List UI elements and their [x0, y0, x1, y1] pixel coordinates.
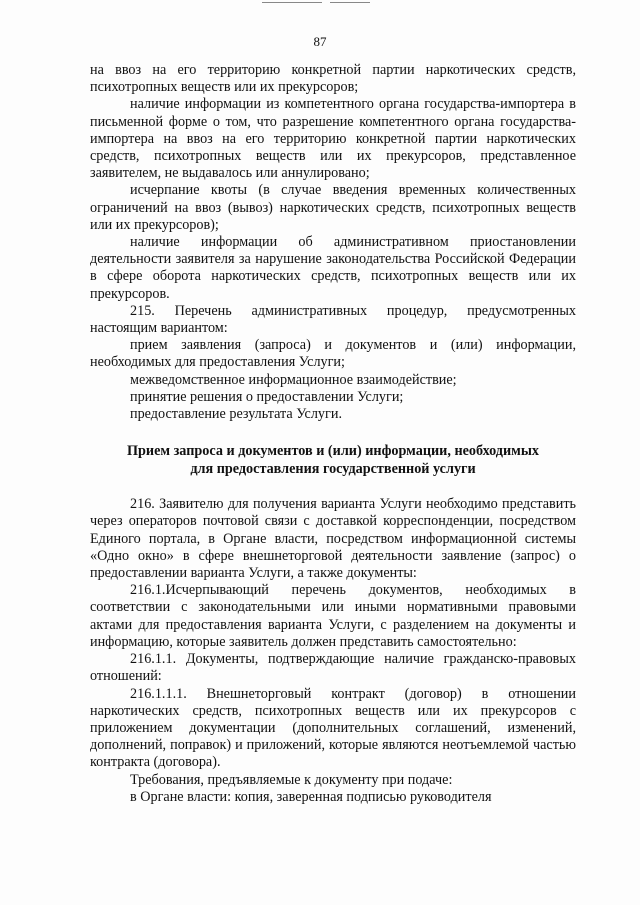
paragraph: наличие информации об административном приостановлении деятельности заявителя за нарушение законодательства Российской Федерации в сфере оборота наркотических средств, психотропных веществ или их прекурсоров. — [90, 234, 576, 302]
paragraph: прием заявления (запроса) и документов и (или) информации, необходимых для предоставления Услуги; — [90, 337, 576, 371]
scan-artifact — [262, 2, 322, 3]
paragraph: 215. Перечень административных процедур, предусмотренных настоящим вариантом: — [90, 302, 576, 337]
paragraph: Требования, предъявляемые к документу при подаче: — [130, 771, 453, 788]
section-heading-line: Прием запроса и документов и (или) информации, необходимых — [126, 443, 539, 460]
paragraph: 216.1.1. Документы, подтверждающие наличие гражданско-правовых отношений: — [90, 651, 576, 685]
document-body — [90, 62, 576, 806]
paragraph: принятие решения о предоставлении Услуги; — [130, 388, 404, 405]
paragraph: на ввоз на его территорию конкретной партии наркотических средств, психотропных веществ или их прекурсоров; — [90, 62, 576, 96]
paragraph: в Органе власти: копия, заверенная подписью руководителя — [130, 788, 492, 805]
paragraph: предоставление результата Услуги. — [130, 406, 342, 423]
paragraph: 216.1.1.1. Внешнеторговый контракт (договор) в отношении наркотических средств, психотропных веществ или их прекурсоров с приложением документации (дополнительных соглашений, изменений, дополнений, поправок) и приложений, которые являются неотъемлемой частью контракта (договора). — [90, 685, 576, 771]
page-number: 87 — [313, 34, 327, 49]
scan-artifact — [330, 2, 370, 3]
section-heading — [90, 443, 576, 478]
paragraph: 216.1.Исчерпывающий перечень документов, необходимых в соответствии с законодательными или иными нормативными правовыми актами для предоставления варианта Услуги, с разделением на документы и информацию, которые заявитель должен представить самостоятельно: — [90, 582, 576, 650]
section-heading-line: для предоставления государственной услуги — [190, 460, 476, 477]
paragraph: исчерпание квоты (в случае введения временных количественных ограничений на ввоз (вывоз) наркотических средств, психотропных веществ или их прекурсоров); — [90, 182, 576, 233]
paragraph: межведомственное информационное взаимодействие; — [130, 371, 457, 388]
paragraph: 216. Заявителю для получения варианта Услуги необходимо представить через операторов почтовой связи с доставкой корреспонденции, посредством Единого портала, в Органе власти, посредством информационной системы «Одно окно» в сфере внешнеторговой деятельности заявление (запрос) о предоставлении варианта Услуги, а также документы: — [90, 496, 576, 582]
paragraph: наличие информации из компетентного органа государства-импортера в письменной форме о том, что разрешение компетентного органа государства-импортера на ввоз на его территорию конкретной партии наркотических средств, психотропных веществ или их прекурсоров, представленное заявителем, не выдавалось или аннулировано; — [90, 96, 576, 182]
